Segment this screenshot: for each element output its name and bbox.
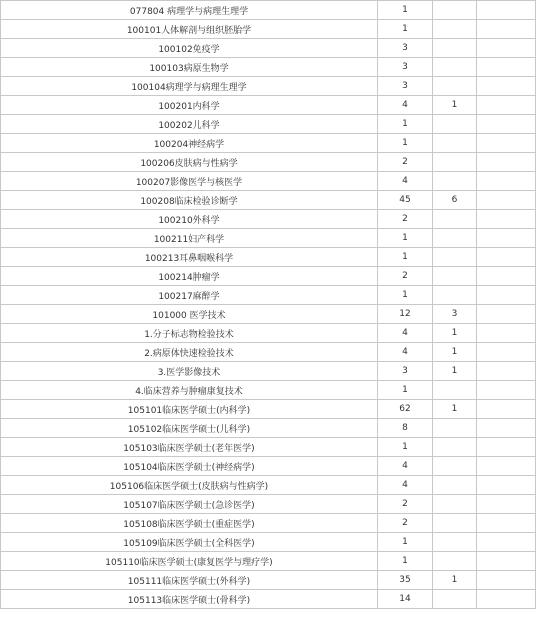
enrollment-count-cell: 2 — [378, 495, 433, 514]
additional-count-cell — [433, 153, 477, 172]
table-row — [1, 20, 536, 39]
note-cell — [477, 495, 536, 514]
additional-count-cell — [433, 590, 477, 609]
table-row — [1, 343, 536, 362]
table-row — [1, 1, 536, 20]
additional-count-cell — [433, 419, 477, 438]
note-cell — [477, 305, 536, 324]
table-row — [1, 191, 536, 210]
table-row — [1, 324, 536, 343]
major-name-cell: 100103病原生物学 — [1, 58, 378, 77]
additional-count-cell — [433, 20, 477, 39]
enrollment-count-cell: 1 — [378, 1, 433, 20]
enrollment-count-cell: 1 — [378, 533, 433, 552]
note-cell — [477, 514, 536, 533]
table-row — [1, 457, 536, 476]
table-row — [1, 514, 536, 533]
enrollment-count-cell: 1 — [378, 248, 433, 267]
note-cell — [477, 324, 536, 343]
major-name-cell: 100214肿瘤学 — [1, 267, 378, 286]
note-cell — [477, 590, 536, 609]
note-cell — [477, 172, 536, 191]
note-cell — [477, 267, 536, 286]
enrollment-count-cell: 1 — [378, 286, 433, 305]
enrollment-count-cell: 4 — [378, 476, 433, 495]
note-cell — [477, 153, 536, 172]
note-cell — [477, 39, 536, 58]
enrollment-count-cell: 4 — [378, 457, 433, 476]
additional-count-cell — [433, 533, 477, 552]
additional-count-cell — [433, 457, 477, 476]
table-row — [1, 210, 536, 229]
additional-count-cell — [433, 476, 477, 495]
additional-count-cell — [433, 267, 477, 286]
enrollment-count-cell: 4 — [378, 96, 433, 115]
note-cell — [477, 286, 536, 305]
table-row — [1, 438, 536, 457]
table-row — [1, 172, 536, 191]
additional-count-cell — [433, 1, 477, 20]
major-name-cell: 105102临床医学硕士(儿科学) — [1, 419, 378, 438]
enrollment-count-cell: 14 — [378, 590, 433, 609]
additional-count-cell — [433, 229, 477, 248]
note-cell — [477, 115, 536, 134]
additional-count-cell: 1 — [433, 571, 477, 590]
enrollment-count-cell: 62 — [378, 400, 433, 419]
major-name-cell: 100213耳鼻咽喉科学 — [1, 248, 378, 267]
note-cell — [477, 20, 536, 39]
additional-count-cell — [433, 58, 477, 77]
note-cell — [477, 571, 536, 590]
table-row — [1, 571, 536, 590]
note-cell — [477, 400, 536, 419]
major-name-cell: 100207影像医学与核医学 — [1, 172, 378, 191]
note-cell — [477, 552, 536, 571]
enrollment-count-cell: 2 — [378, 210, 433, 229]
enrollment-count-cell: 3 — [378, 77, 433, 96]
major-name-cell: 100206皮肤病与性病学 — [1, 153, 378, 172]
major-name-cell: 2.病原体快速检验技术 — [1, 343, 378, 362]
additional-count-cell — [433, 495, 477, 514]
note-cell — [477, 134, 536, 153]
major-name-cell: 100210外科学 — [1, 210, 378, 229]
additional-count-cell: 1 — [433, 96, 477, 115]
enrollment-count-cell: 3 — [378, 58, 433, 77]
enrollment-count-cell: 1 — [378, 20, 433, 39]
enrollment-count-cell: 3 — [378, 362, 433, 381]
additional-count-cell — [433, 39, 477, 58]
additional-count-cell — [433, 210, 477, 229]
major-name-cell: 100202儿科学 — [1, 115, 378, 134]
note-cell — [477, 248, 536, 267]
note-cell — [477, 533, 536, 552]
note-cell — [477, 96, 536, 115]
major-name-cell: 100201内科学 — [1, 96, 378, 115]
major-name-cell: 105113临床医学硕士(骨科学) — [1, 590, 378, 609]
enrollment-count-cell: 1 — [378, 381, 433, 400]
enrollment-count-cell: 1 — [378, 438, 433, 457]
table-row — [1, 419, 536, 438]
major-name-cell: 105103临床医学硕士(老年医学) — [1, 438, 378, 457]
note-cell — [477, 343, 536, 362]
major-name-cell: 105109临床医学硕士(全科医学) — [1, 533, 378, 552]
enrollment-count-cell: 2 — [378, 267, 433, 286]
additional-count-cell — [433, 552, 477, 571]
table-row — [1, 495, 536, 514]
major-name-cell: 105107临床医学硕士(急诊医学) — [1, 495, 378, 514]
additional-count-cell: 1 — [433, 362, 477, 381]
major-name-cell: 105101临床医学硕士(内科学) — [1, 400, 378, 419]
enrollment-count-cell: 2 — [378, 153, 433, 172]
table-row — [1, 267, 536, 286]
note-cell — [477, 381, 536, 400]
table-row — [1, 248, 536, 267]
enrollment-count-cell: 35 — [378, 571, 433, 590]
major-name-cell: 100101人体解剖与组织胚胎学 — [1, 20, 378, 39]
additional-count-cell: 3 — [433, 305, 477, 324]
note-cell — [477, 457, 536, 476]
additional-count-cell: 1 — [433, 324, 477, 343]
additional-count-cell — [433, 438, 477, 457]
major-name-cell: 105110临床医学硕士(康复医学与理疗学) — [1, 552, 378, 571]
major-name-cell: 4.临床营养与肿瘤康复技术 — [1, 381, 378, 400]
note-cell — [477, 210, 536, 229]
enrollment-count-cell: 2 — [378, 514, 433, 533]
note-cell — [477, 1, 536, 20]
additional-count-cell — [433, 115, 477, 134]
additional-count-cell — [433, 514, 477, 533]
table-row — [1, 153, 536, 172]
note-cell — [477, 362, 536, 381]
enrollment-count-cell: 8 — [378, 419, 433, 438]
table-row — [1, 381, 536, 400]
note-cell — [477, 438, 536, 457]
enrollment-count-cell: 12 — [378, 305, 433, 324]
major-name-cell: 100204神经病学 — [1, 134, 378, 153]
major-name-cell: 105104临床医学硕士(神经病学) — [1, 457, 378, 476]
enrollment-count-cell: 4 — [378, 324, 433, 343]
table-row — [1, 400, 536, 419]
table-row — [1, 305, 536, 324]
enrollment-count-cell: 1 — [378, 552, 433, 571]
additional-count-cell: 6 — [433, 191, 477, 210]
major-name-cell: 1.分子标志物检验技术 — [1, 324, 378, 343]
major-name-cell: 101000 医学技术 — [1, 305, 378, 324]
additional-count-cell — [433, 134, 477, 153]
major-name-cell: 100208临床检验诊断学 — [1, 191, 378, 210]
major-name-cell: 100102免疫学 — [1, 39, 378, 58]
major-name-cell: 105106临床医学硕士(皮肤病与性病学) — [1, 476, 378, 495]
table-body — [1, 1, 536, 609]
additional-count-cell: 1 — [433, 400, 477, 419]
enrollment-count-cell: 4 — [378, 172, 433, 191]
note-cell — [477, 191, 536, 210]
major-name-cell: 105108临床医学硕士(重症医学) — [1, 514, 378, 533]
table-row — [1, 96, 536, 115]
table-row — [1, 58, 536, 77]
major-name-cell: 100211妇产科学 — [1, 229, 378, 248]
additional-count-cell — [433, 77, 477, 96]
note-cell — [477, 229, 536, 248]
enrollment-count-cell: 3 — [378, 39, 433, 58]
table-row — [1, 476, 536, 495]
additional-count-cell — [433, 248, 477, 267]
table-row — [1, 286, 536, 305]
note-cell — [477, 419, 536, 438]
additional-count-cell — [433, 172, 477, 191]
table-row — [1, 229, 536, 248]
enrollment-count-cell: 4 — [378, 343, 433, 362]
table-row — [1, 134, 536, 153]
major-name-cell: 100104病理学与病理生理学 — [1, 77, 378, 96]
enrollment-count-cell: 1 — [378, 115, 433, 134]
table-row — [1, 590, 536, 609]
additional-count-cell — [433, 381, 477, 400]
note-cell — [477, 476, 536, 495]
major-name-cell: 3.医学影像技术 — [1, 362, 378, 381]
major-name-cell: 100217麻醉学 — [1, 286, 378, 305]
major-name-cell: 105111临床医学硕士(外科学) — [1, 571, 378, 590]
table-row — [1, 77, 536, 96]
table-row — [1, 533, 536, 552]
enrollment-count-cell: 45 — [378, 191, 433, 210]
enrollment-count-cell: 1 — [378, 229, 433, 248]
note-cell — [477, 58, 536, 77]
additional-count-cell: 1 — [433, 343, 477, 362]
major-name-cell: 077804 病理学与病理生理学 — [1, 1, 378, 20]
note-cell — [477, 77, 536, 96]
table-row — [1, 39, 536, 58]
table-row — [1, 552, 536, 571]
table-row — [1, 115, 536, 134]
additional-count-cell — [433, 286, 477, 305]
table-row — [1, 362, 536, 381]
enrollment-count-cell: 1 — [378, 134, 433, 153]
